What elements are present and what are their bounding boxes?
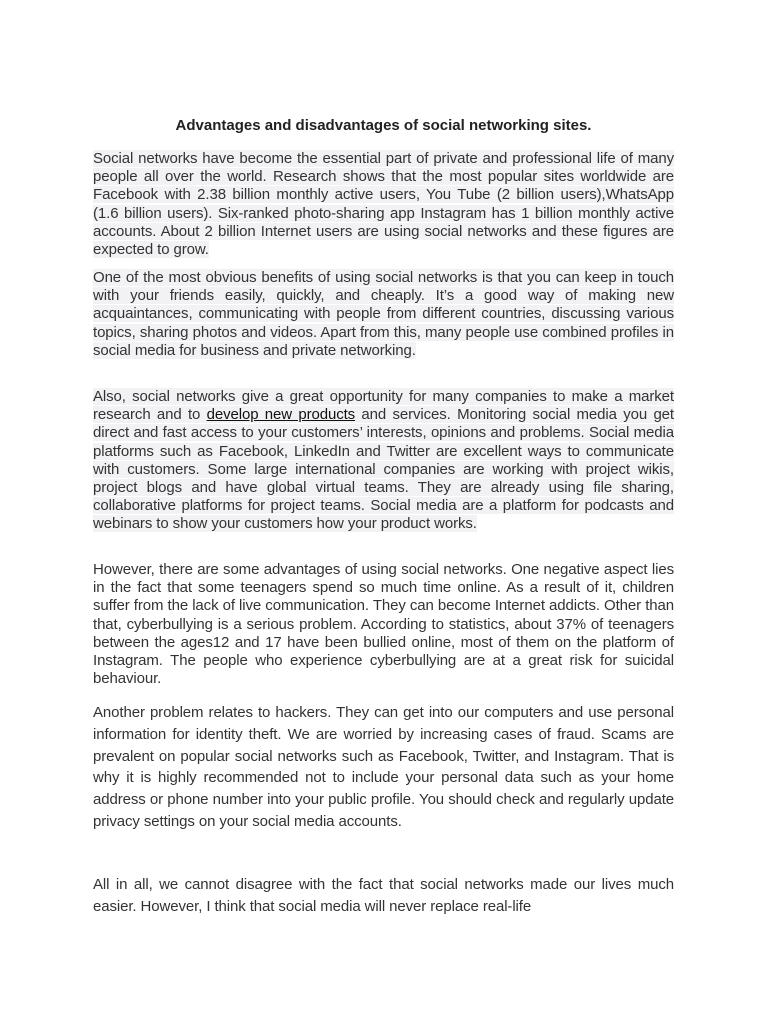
paragraph-business-text-end: and services. Monitoring social media you get direct and fast access to your customers’ interests, opinions and problems. Social media platforms such as Facebook, LinkedIn and Twitter are excellent ways to communicate with customers. Some large international companies are working with project wikis, project blogs and have global virtual teams. They are already using file sharing, collaborative platforms for project teams. Social media are a platform for podcasts and webinars to show your customers how your product works. xyxy=(93,406,674,533)
paragraph-disadvantages: However, there are some advantages of using social networks. One negative aspect lies in the fact that some teenagers spend so much time online. As a result of it, children suffer from the lack of live communication. They can become Internet addicts. Other than that, cyberbullying is a serious problem. According to statistics, about 37% of teenagers between the ages12 and 17 have been bullied online, most of them on the platform of Instagram. The people who experience cyberbullying are at a great risk for suicidal behaviour. xyxy=(93,561,674,688)
paragraph-business-text-start: Also, social networks give a great opportunity for many companies to make a market research and to xyxy=(93,388,674,424)
paragraph-benefits-text: One of the most obvious benefits of using social networks is that you can keep in touch with your friends easily, quickly, and cheaply. It’s a good way of making new acquaintances, communicating with people from different countries, discussing various topics, sharing photos and videos. Apart from this, many people use combined profiles in social media for business and private networking. xyxy=(93,269,674,359)
document-page xyxy=(93,0,674,1024)
document-title: Advantages and disadvantages of social networking sites. xyxy=(175,117,592,134)
paragraph-hackers: Another problem relates to hackers. They can get into our computers and use personal information for identity theft. We are worried by increasing cases of fraud. Scams are prevalent on popular social networks such as Facebook, Twitter, and Instagram. That is why it is highly recommended not to include your personal data such as your home address or phone number into your public profile. You should check and regularly update privacy settings on your social media accounts. xyxy=(93,704,674,830)
paragraph-benefits xyxy=(93,269,674,360)
paragraph-conclusion: All in all, we cannot disagree with the fact that social networks made our lives much easier. However, I think that social media will never replace real-life xyxy=(93,876,674,915)
paragraph-intro-text: Social networks have become the essential part of private and professional life of many people all over the world. Research shows that the most popular sites worldwide are Facebook with 2.38 billion monthly active users, You Tube (2 billion users),WhatsApp (1.6 billion users). Six-ranked photo-sharing app Instagram has 1 billion monthly active accounts. About 2 billion Internet users are using social networks and these figures are expected to grow. xyxy=(93,150,674,259)
paragraph-business xyxy=(93,388,674,534)
develop-new-products-link[interactable]: develop new products xyxy=(206,406,356,424)
paragraph-intro xyxy=(93,150,674,259)
